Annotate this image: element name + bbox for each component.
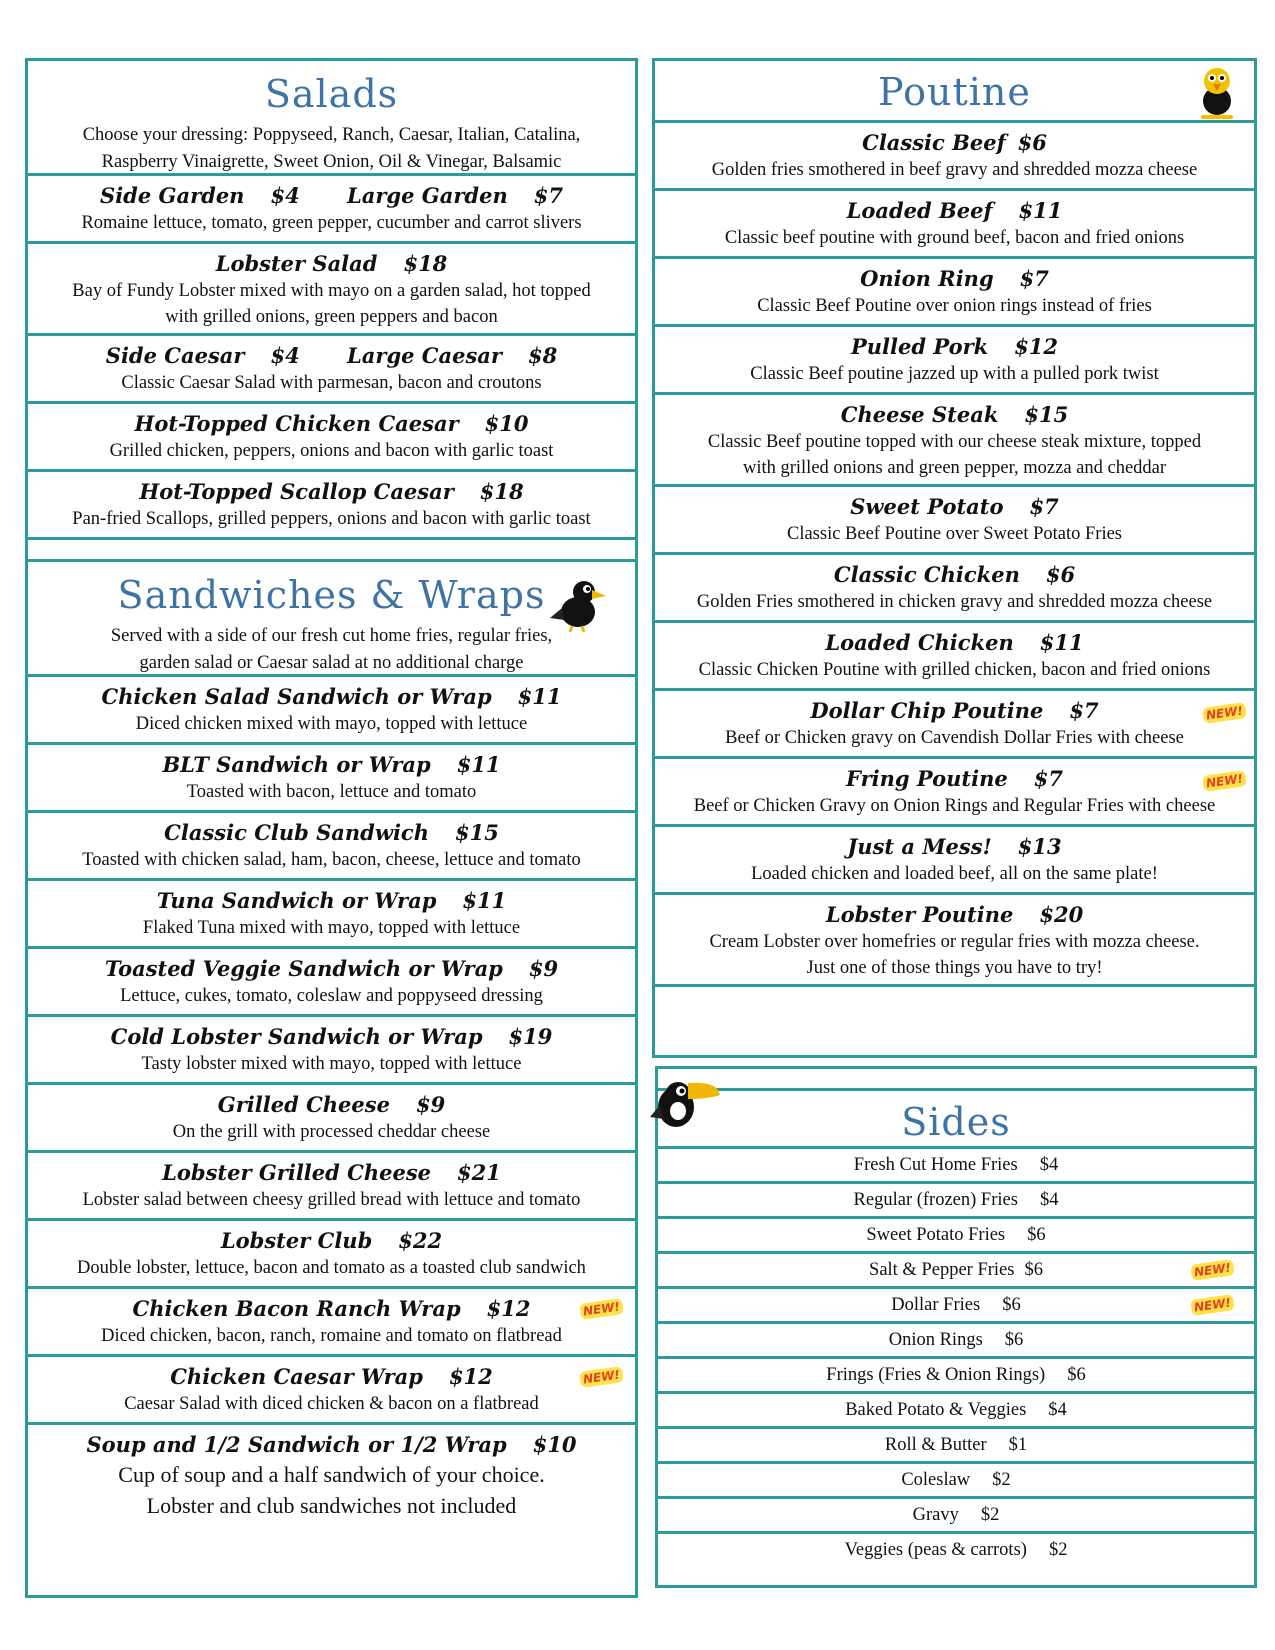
- item-description: Caesar Salad with diced chicken & bacon on a flatbread: [124, 1394, 539, 1414]
- side-item-regular-fries: Regular (frozen) Fries $4: [658, 1184, 1254, 1219]
- menu-item-chicken-caesar-wrap: Chicken Caesar Wrap $12 Caesar Salad with diced chicken & bacon on a flatbread NEW!: [28, 1357, 635, 1425]
- item-description: Diced chicken, bacon, ranch, romaine and tomato on flatbread: [101, 1326, 562, 1346]
- poutine-item-fring: Fring Poutine $7 Beef or Chicken Gravy on Onion Rings and Regular Fries with cheese NEW!: [655, 759, 1254, 827]
- poutine-panel: [652, 58, 1257, 1058]
- poutine-item-dollar-chip: Dollar Chip Poutine $7 Beef or Chicken gravy on Cavendish Dollar Fries with cheese NEW!: [655, 691, 1254, 759]
- item-description: Golden fries smothered in beef gravy and shredded mozza cheese: [711, 160, 1198, 180]
- item-description: Flaked Tuna mixed with mayo, topped with lettuce: [142, 918, 521, 938]
- bird-mascot-icon: [1195, 63, 1239, 121]
- salads-title: Salads: [264, 72, 399, 116]
- menu-item-side-garden: Side Garden $4 Large Garden $7 Romaine lettuce, tomato, green pepper, cucumber and carrot slivers: [28, 176, 635, 244]
- side-item-roll-butter: Roll & Butter $1: [658, 1429, 1254, 1464]
- item-description: Classic Beef Poutine over Sweet Potato Fries: [786, 524, 1122, 544]
- left-menu-panel: [25, 58, 638, 1598]
- item-description: Lettuce, cukes, tomato, coleslaw and poppyseed dressing: [120, 986, 543, 1006]
- menu-item-chicken-salad-sandwich: Chicken Salad Sandwich or Wrap $11 Diced chicken mixed with mayo, topped with lettuce: [28, 677, 635, 745]
- menu-item-classic-club: Classic Club Sandwich $15 Toasted with chicken salad, ham, bacon, cheese, lettuce and tomato: [28, 813, 635, 881]
- new-badge: NEW!: [1190, 1259, 1235, 1281]
- menu-item-cold-lobster-sandwich: Cold Lobster Sandwich or Wrap $19 Tasty lobster mixed with mayo, topped with lettuce: [28, 1017, 635, 1085]
- section-divider: [658, 1069, 1254, 1091]
- side-item-baked-potato-veggies: Baked Potato & Veggies $4: [658, 1394, 1254, 1429]
- item-description: Pan-fried Scallops, grilled peppers, onions and bacon with garlic toast: [72, 509, 591, 529]
- side-item-gravy: Gravy $2: [658, 1499, 1254, 1534]
- side-item-coleslaw: Coleslaw $2: [658, 1464, 1254, 1499]
- menu-item-hot-topped-scallop-caesar: Hot-Topped Scallop Caesar $18 Pan-fried Scallops, grilled peppers, onions and bacon with garlic toast: [28, 472, 635, 540]
- salads-intro: Choose your dressing: Poppyseed, Ranch, Caesar, Italian, Catalina, Raspberry Vinaigrette, Sweet Onion, Oil & Vinegar, Balsamic: [82, 125, 581, 172]
- item-description: Tasty lobster mixed with mayo, topped with lettuce: [141, 1054, 522, 1074]
- sides-title: Sides: [901, 1100, 1011, 1144]
- sides-panel: [655, 1066, 1257, 1588]
- item-description: Cream Lobster over homefries or regular fries with mozza cheese. Just one of those things you have to try!: [709, 932, 1200, 978]
- menu-item-hot-topped-chicken-caesar: Hot-Topped Chicken Caesar $10 Grilled chicken, peppers, onions and bacon with garlic toast: [28, 404, 635, 472]
- poutine-item-cheese-steak: Cheese Steak $15 Classic Beef poutine topped with our cheese steak mixture, topped with grilled onions and green pepper, mozza and cheddar: [655, 395, 1254, 487]
- sandwiches-header: [28, 562, 635, 677]
- item-description: Toasted with bacon, lettuce and tomato: [186, 782, 477, 802]
- item-description: Lobster salad between cheesy grilled bread with lettuce and tomato: [82, 1190, 581, 1210]
- new-badge: NEW!: [579, 1366, 624, 1388]
- sandwiches-title: Sandwiches & Wraps: [117, 573, 546, 617]
- item-description: Classic Beef Poutine over onion rings instead of fries: [757, 296, 1152, 316]
- poutine-item-sweet-potato: Sweet Potato $7 Classic Beef Poutine over Sweet Potato Fries: [655, 487, 1254, 555]
- item-description: Classic Beef poutine topped with our cheese steak mixture, topped with grilled onions and green pepper, mozza and cheddar: [707, 432, 1202, 478]
- item-description: Cup of soup and a half sandwich of your choice. Lobster and club sandwiches not included: [118, 1462, 545, 1518]
- poutine-item-classic-beef: Classic Beef $6 Golden fries smothered in beef gravy and shredded mozza cheese: [655, 123, 1254, 191]
- menu-item-tuna-sandwich: Tuna Sandwich or Wrap $11 Flaked Tuna mixed with mayo, topped with lettuce: [28, 881, 635, 949]
- menu-item-chicken-bacon-ranch-wrap: Chicken Bacon Ranch Wrap $12 Diced chicken, bacon, ranch, romaine and tomato on flatbread NEW!: [28, 1289, 635, 1357]
- item-description: Classic Chicken Poutine with grilled chicken, bacon and fried onions: [698, 660, 1211, 680]
- side-item-fresh-cut-home-fries: Fresh Cut Home Fries $4: [658, 1149, 1254, 1184]
- poutine-item-loaded-beef: Loaded Beef $11 Classic beef poutine with ground beef, bacon and fried onions: [655, 191, 1254, 259]
- item-description: Double lobster, lettuce, bacon and tomato as a toasted club sandwich: [77, 1258, 586, 1278]
- poutine-item-just-a-mess: Just a Mess! $13 Loaded chicken and loaded beef, all on the same plate!: [655, 827, 1254, 895]
- item-description: Diced chicken mixed with mayo, topped with lettuce: [135, 714, 528, 734]
- section-divider: [28, 540, 635, 562]
- item-description: Classic beef poutine with ground beef, bacon and fried onions: [724, 228, 1185, 248]
- item-description: Grilled chicken, peppers, onions and bacon with garlic toast: [109, 441, 554, 461]
- new-badge: NEW!: [1190, 1294, 1235, 1316]
- side-item-onion-rings: Onion Rings $6: [658, 1324, 1254, 1359]
- item-description: Romaine lettuce, tomato, green pepper, cucumber and carrot slivers: [81, 213, 582, 233]
- poutine-title: Poutine: [878, 70, 1031, 114]
- item-description: Beef or Chicken gravy on Cavendish Dollar Fries with cheese: [725, 728, 1184, 748]
- side-item-veggies: Veggies (peas & carrots) $2: [844, 1540, 1068, 1560]
- item-description: Classic Caesar Salad with parmesan, bacon and croutons: [121, 373, 542, 393]
- item-description: Golden Fries smothered in chicken gravy and shredded mozza cheese: [696, 592, 1213, 612]
- sandwiches-intro: Served with a side of our fresh cut home fries, regular fries, garden salad or Caesar salad at no additional charge: [110, 626, 553, 673]
- item-description: Classic Beef poutine jazzed up with a pulled pork twist: [750, 364, 1159, 384]
- menu-item-soup-and-half-sandwich: Soup and 1/2 Sandwich or 1/2 Wrap $10 Cup of soup and a half sandwich of your choice. Lobster and club sandwiches not included: [28, 1425, 635, 1595]
- menu-item-toasted-veggie: Toasted Veggie Sandwich or Wrap $9 Lettuce, cukes, tomato, coleslaw and poppyseed dressing: [28, 949, 635, 1017]
- salads-header: [28, 61, 635, 176]
- new-badge: NEW!: [1202, 770, 1247, 792]
- side-item-salt-pepper-fries: Salt & Pepper Fries $6 NEW!: [658, 1254, 1254, 1289]
- item-description: Toasted with chicken salad, ham, bacon, cheese, lettuce and tomato: [82, 850, 581, 870]
- new-badge: NEW!: [1202, 702, 1247, 724]
- item-description: Loaded chicken and loaded beef, all on the same plate!: [751, 864, 1158, 884]
- poutine-item-classic-chicken: Classic Chicken $6 Golden Fries smothered in chicken gravy and shredded mozza cheese: [655, 555, 1254, 623]
- poutine-item-lobster: Lobster Poutine $20 Cream Lobster over homefries or regular fries with mozza cheese. Just one of those things you have to try!: [655, 895, 1254, 987]
- item-description: On the grill with processed cheddar cheese: [172, 1122, 491, 1142]
- menu-item-lobster-salad: Lobster Salad $18 Bay of Fundy Lobster mixed with mayo on a garden salad, hot topped with grilled onions, green peppers and bacon: [28, 244, 635, 336]
- new-badge: NEW!: [579, 1298, 624, 1320]
- side-item-sweet-potato-fries: Sweet Potato Fries $6: [658, 1219, 1254, 1254]
- crow-mascot-icon: [548, 574, 608, 634]
- poutine-item-onion-ring: Onion Ring $7 Classic Beef Poutine over onion rings instead of fries: [655, 259, 1254, 327]
- side-item-frings: Frings (Fries & Onion Rings) $6: [658, 1359, 1254, 1394]
- menu-item-blt: BLT Sandwich or Wrap $11 Toasted with bacon, lettuce and tomato: [28, 745, 635, 813]
- poutine-header: [655, 61, 1254, 123]
- item-description: Beef or Chicken Gravy on Onion Rings and Regular Fries with cheese: [693, 796, 1216, 816]
- poutine-item-loaded-chicken: Loaded Chicken $11 Classic Chicken Poutine with grilled chicken, bacon and fried onions: [655, 623, 1254, 691]
- menu-item-lobster-club: Lobster Club $22 Double lobster, lettuce, bacon and tomato as a toasted club sandwich: [28, 1221, 635, 1289]
- menu-item-lobster-grilled-cheese: Lobster Grilled Cheese $21 Lobster salad between cheesy grilled bread with lettuce and tomato: [28, 1153, 635, 1221]
- menu-item-side-caesar: Side Caesar $4 Large Caesar $8 Classic Caesar Salad with parmesan, bacon and croutons: [28, 336, 635, 404]
- toucan-mascot-icon: [648, 1065, 728, 1135]
- sides-header: [658, 1091, 1254, 1149]
- poutine-item-pulled-pork: Pulled Pork $12 Classic Beef poutine jazzed up with a pulled pork twist: [655, 327, 1254, 395]
- menu-item-grilled-cheese: Grilled Cheese $9 On the grill with processed cheddar cheese: [28, 1085, 635, 1153]
- item-description: Bay of Fundy Lobster mixed with mayo on a garden salad, hot topped with grilled onions, green peppers and bacon: [72, 281, 591, 327]
- side-item-dollar-fries: Dollar Fries $6 NEW!: [658, 1289, 1254, 1324]
